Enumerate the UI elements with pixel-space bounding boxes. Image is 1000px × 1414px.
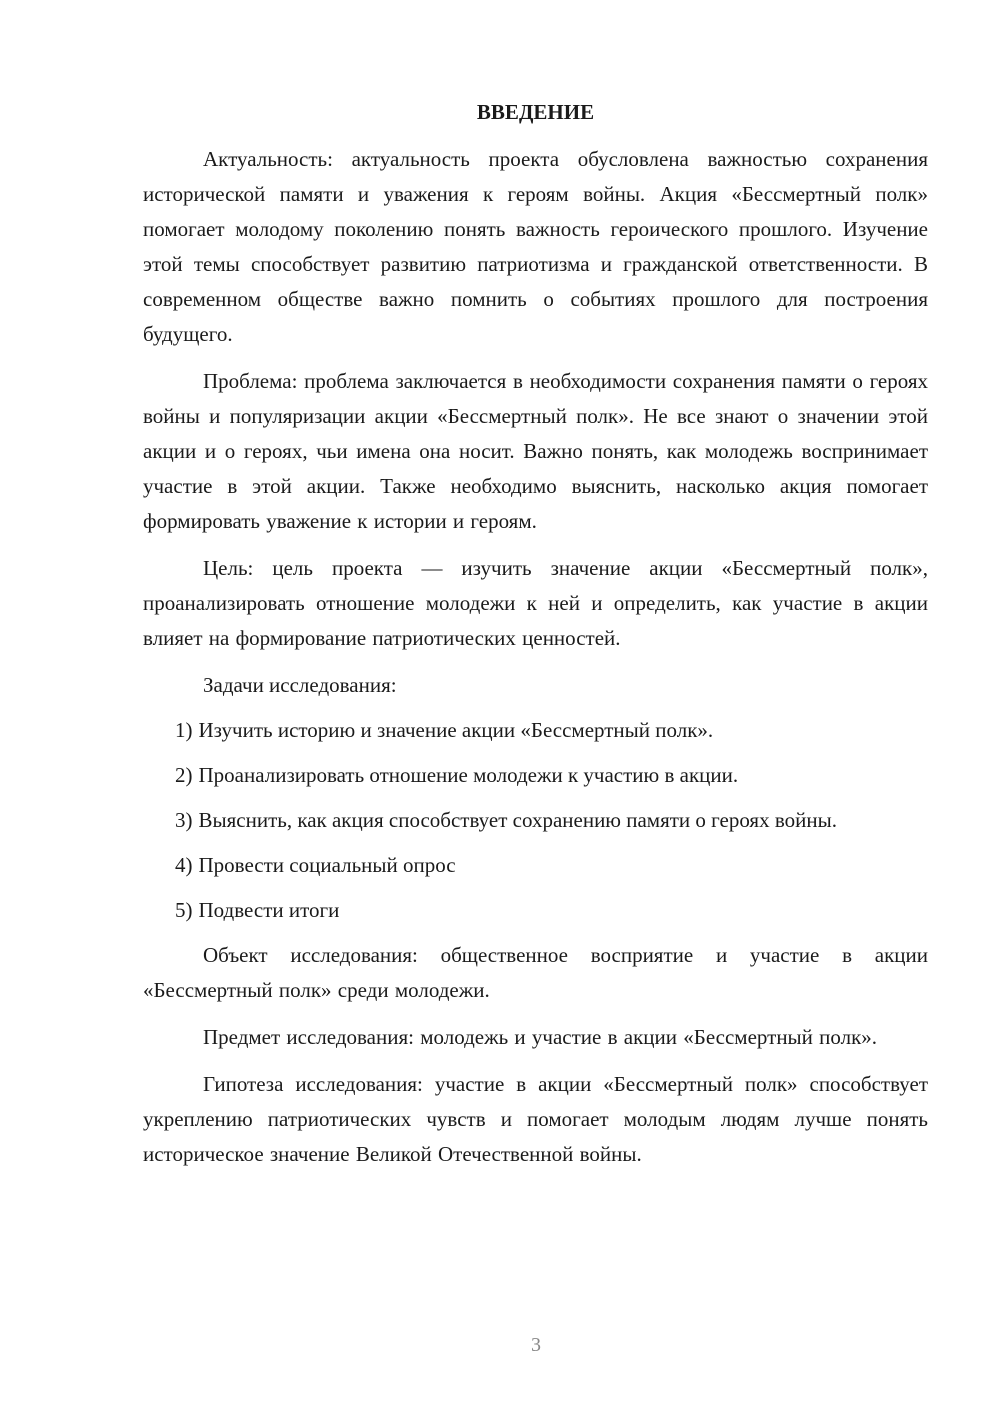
task-item-2 [143,758,928,793]
task-text: Изучить историю и значение акции «Бессмертный полк». [198,718,714,742]
task-text: Выяснить, как акция способствует сохранению памяти о героях войны. [198,808,837,832]
task-number: 4) [175,853,193,877]
task-number: 3) [175,808,193,832]
goal-paragraph: Цель: цель проекта — изучить значение акции «Бессмертный полк», проанализировать отношение молодежи к ней и определить, как участие в акции влияет на формирование патриотических ценностей. [143,556,928,650]
object-paragraph: Объект исследования: общественное восприятие и участие в акции «Бессмертный полк» среди молодежи. [143,943,928,1002]
problem-paragraph: Проблема: проблема заключается в необходимости сохранения памяти о героях войны и популяризации акции «Бессмертный полк». Не все знают о значении этой акции и о героях, чьи имена она носит. Важно понять, как молодежь воспринимает участие в этой акции. Также необходимо выяснить, насколько акция помогает формировать уважение к истории и героям. [143,369,928,533]
hypothesis-paragraph: Гипотеза исследования: участие в акции «Бессмертный полк» способствует укреплению патриотических чувств и помогает молодым людям лучше понять историческое значение Великой Отечественной войны. [143,1072,928,1166]
task-item-3 [143,803,928,838]
task-item-5 [143,893,928,928]
page-number: 3 [531,1334,541,1356]
task-text: Проанализировать отношение молодежи к участию в акции. [198,763,739,787]
subject-paragraph: Предмет исследования: молодежь и участие в акции «Бессмертный полк». [203,1025,878,1049]
document-title: ВВЕДЕНИЕ [476,100,595,124]
task-text: Провести социальный опрос [198,853,456,877]
relevance-paragraph: Актуальность: актуальность проекта обусловлена важностью сохранения исторической памяти и уважения к героям войны. Акция «Бессмертный полк» помогает молодому поколению понять важность героического прошлого. Изучение этой темы способствует развитию патриотизма и гражданской ответственности. В современном обществе важно помнить о событиях прошлого для построения будущего. [143,147,928,346]
task-item-1 [143,713,928,748]
task-number: 1) [175,718,193,742]
task-item-4 [143,848,928,883]
tasks-heading: Задачи исследования: [203,673,397,697]
task-number: 2) [175,763,193,787]
task-number: 5) [175,898,193,922]
task-text: Подвести итоги [198,898,340,922]
document-page [143,95,928,1184]
